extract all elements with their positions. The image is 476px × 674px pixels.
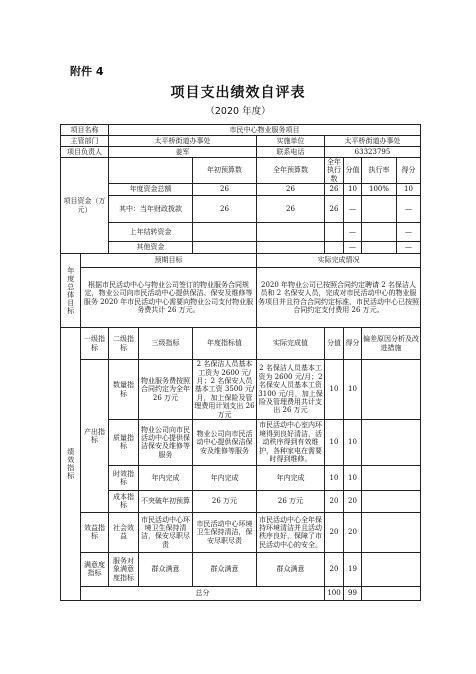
total-reason-cell: [362, 586, 421, 600]
score-cell: 10: [325, 465, 344, 490]
funds-exec: [325, 242, 344, 254]
effect-indicators-label: 效益指标: [81, 512, 109, 552]
funds-full-budget: [257, 242, 325, 254]
funds-blank-header: [109, 158, 193, 184]
indicator-row: [61, 419, 421, 465]
project-lead-value: 姜军: [109, 147, 257, 158]
indicator-row: [61, 465, 421, 490]
funds-row-label: 其他资金: [109, 242, 193, 254]
department-value: 太平桥街道办事处: [109, 136, 257, 147]
reason-cell: [362, 360, 421, 420]
funds-row-label: 年度资金总额: [109, 184, 193, 196]
funds-row: [61, 223, 421, 242]
actual-cell: 26 万元: [257, 490, 325, 512]
total-label: 总分: [81, 586, 325, 600]
department-label: 主管部门: [61, 136, 109, 147]
total-score: 100: [325, 586, 344, 600]
score-header: 分值: [325, 328, 344, 360]
level3-cell: 物业公司向市民活动中心提供保洁保安及维修等服务: [139, 419, 193, 465]
phone-value: 63323795: [325, 147, 421, 158]
level3-cell: 市民活动中心环境卫生保持清洁，保安尽职尽责: [139, 512, 193, 552]
level2-header: 二级指标: [109, 328, 139, 360]
project-lead-label: 项目负责人: [61, 147, 109, 158]
points-col-header: 得分: [397, 158, 421, 184]
goals-content-row: [61, 268, 421, 328]
funds-points: —: [397, 242, 421, 254]
funds-budget: 26: [193, 184, 257, 196]
actual-cell: 市民活动中心室内环境得到良好清洁，活动秩序得到有效维护，各种家电在需要时得到维修。: [257, 419, 325, 465]
level3-cell: 群众满意: [139, 552, 193, 586]
indicator-row: [61, 512, 421, 552]
funds-exec: 26: [325, 184, 344, 196]
total-points: 99: [344, 586, 362, 600]
phone-label: 联系电话: [257, 147, 325, 158]
funds-score: —: [344, 242, 362, 254]
level1-header: 一级指标: [81, 328, 109, 360]
score-cell: 20: [325, 490, 344, 512]
project-name-row: [61, 125, 421, 136]
reason-cell: [362, 490, 421, 512]
reason-cell: [362, 512, 421, 552]
funds-rate: [362, 196, 397, 223]
level2-cell: 成本指标: [109, 490, 139, 512]
level3-header: 三级指标: [139, 328, 193, 360]
funds-full-budget: 26: [257, 184, 325, 196]
funds-row: [61, 196, 421, 223]
actual-cell: 市民活动中心全年保持环境清洁并且活动秩序良好，保障了市民活动中心的安全。: [257, 512, 325, 552]
target-cell: 市民活动中心环境卫生保持清洁，保安尽职尽责: [193, 512, 257, 552]
score-col-header: 分值: [344, 158, 362, 184]
funds-points: —: [397, 196, 421, 223]
level3-cell: 不突破年初预算: [139, 490, 193, 512]
actual-cell: 群众满意: [257, 552, 325, 586]
funds-full-budget: [257, 223, 325, 242]
points-cell: 10: [344, 465, 362, 490]
actual-header: 实际完成值: [257, 328, 325, 360]
score-cell: 10: [325, 360, 344, 420]
reason-cell: [362, 552, 421, 586]
funds-row-label: 上年结转资金: [109, 223, 193, 242]
funds-points: 10: [397, 184, 421, 196]
level2-cell: 服务对象满意度指标: [109, 552, 139, 586]
funds-full-budget: 26: [257, 196, 325, 223]
actual-cell: 年内完成: [257, 465, 325, 490]
indicator-row: [61, 490, 421, 512]
full-budget-col-header: 全年预算数: [257, 158, 325, 184]
performance-indicators-label: 绩效指标: [61, 328, 81, 601]
perf-header-row: [61, 328, 421, 360]
funds-exec: 26: [325, 196, 344, 223]
goals-header-row: [61, 254, 421, 268]
funds-budget: 26: [193, 196, 257, 223]
lead-row: [61, 147, 421, 158]
target-header: 年度指标值: [193, 328, 257, 360]
indicator-row: [61, 552, 421, 586]
level2-cell: 时效指标: [109, 465, 139, 490]
satisfaction-indicators-label: 满意度指标: [81, 552, 109, 586]
level3-cell: 物业服务费按照合同约定为全年 26 万元: [139, 360, 193, 420]
score-cell: 20: [325, 552, 344, 586]
reason-header: 偏差原因分析及改进措施: [362, 328, 421, 360]
target-cell: 物业公司向市民活动中心提供保洁保安及维修等服务: [193, 419, 257, 465]
target-cell: 群众满意: [193, 552, 257, 586]
budget-col-header: 年初预算数: [193, 158, 257, 184]
annex-label: 附件 4: [70, 65, 104, 78]
funds-row-label: 其中：当年财政拨款: [109, 196, 193, 223]
funds-row: [61, 184, 421, 196]
points-cell: 10: [344, 360, 362, 420]
points-cell: 20: [344, 512, 362, 552]
level2-cell: 社会效益: [109, 512, 139, 552]
funds-label: 项目资金（万元）: [61, 158, 109, 254]
reason-cell: [362, 419, 421, 465]
expected-goal-header: 预期目标: [81, 254, 257, 268]
funds-score: —: [344, 223, 362, 242]
project-name-value: 市民中心物业服务项目: [109, 125, 421, 136]
funds-rate: [362, 223, 397, 242]
points-cell: 19: [344, 552, 362, 586]
expected-goal-text: 根据市民活动中心与物业公司签订的物业服务合同规定，物业公司向市民活动中心提供保洁、保安及维修等服务 2020 年市民活动中心需要向物业公司支付物业服务费共计 26 万元。: [81, 268, 257, 328]
funds-row: [61, 242, 421, 254]
annual-goal-label: 年度总体目标: [61, 254, 81, 328]
exec-col-header: 全年执行数: [325, 158, 344, 184]
funds-rate: 100%: [362, 184, 397, 196]
funds-score: —: [344, 196, 362, 223]
total-row: [61, 586, 421, 600]
funds-budget: [193, 223, 257, 242]
project-name-label: 项目名称: [61, 125, 109, 136]
reason-cell: [362, 465, 421, 490]
target-cell: 2 名保洁人员基本工资为 2600 元/月；2 名保安人员基本工资 3500 元/月，加上保险及管理费用计划支出 26 万元: [194, 360, 255, 419]
target-cell: 26 万元: [193, 490, 257, 512]
funds-budget: [193, 242, 257, 254]
funds-points: —: [397, 223, 421, 242]
implementing-unit-label: 实施单位: [257, 136, 325, 147]
funds-header-row: [61, 158, 421, 184]
indicator-row: [61, 360, 421, 420]
output-indicators-label: 产出指标: [81, 360, 109, 513]
level3-cell: 年内完成: [139, 465, 193, 490]
actual-cell: 2 名保洁人员基本工资为 2600 元/月；2 名保安人员基本工资 3100 元/月，加上保险及管理费用共计支出 26 万元: [257, 360, 325, 420]
points-header: 得分: [344, 328, 362, 360]
implementing-unit-value: 太平桥街道办事处: [325, 136, 421, 147]
level2-cell: 数量指标: [109, 360, 139, 420]
actual-completion-header: 实际完成情况: [257, 254, 421, 268]
level2-cell: 质量指标: [109, 419, 139, 465]
year-subtitle: （2020 年度）: [205, 106, 271, 117]
score-cell: 10: [325, 419, 344, 465]
rate-col-header: 执行率: [362, 158, 397, 184]
score-cell: 20: [325, 512, 344, 552]
funds-rate: [362, 242, 397, 254]
funds-score: 10: [344, 184, 362, 196]
points-cell: 10: [344, 419, 362, 465]
funds-exec: [325, 223, 344, 242]
department-row: [61, 136, 421, 147]
points-cell: 20: [344, 490, 362, 512]
page-title: 项目支出绩效自评表: [170, 85, 306, 101]
actual-completion-text: 2020 年物业公司已按照合同约定聘请 2 名保洁人员和 2 名保安人员，完成对市民活动中心的物业服务项目并且符合合同约定标准，市民活动中心已按照合同约定支付费用 26 万元。: [257, 268, 421, 328]
evaluation-table: [60, 124, 421, 601]
target-cell: 年内完成: [193, 465, 257, 490]
